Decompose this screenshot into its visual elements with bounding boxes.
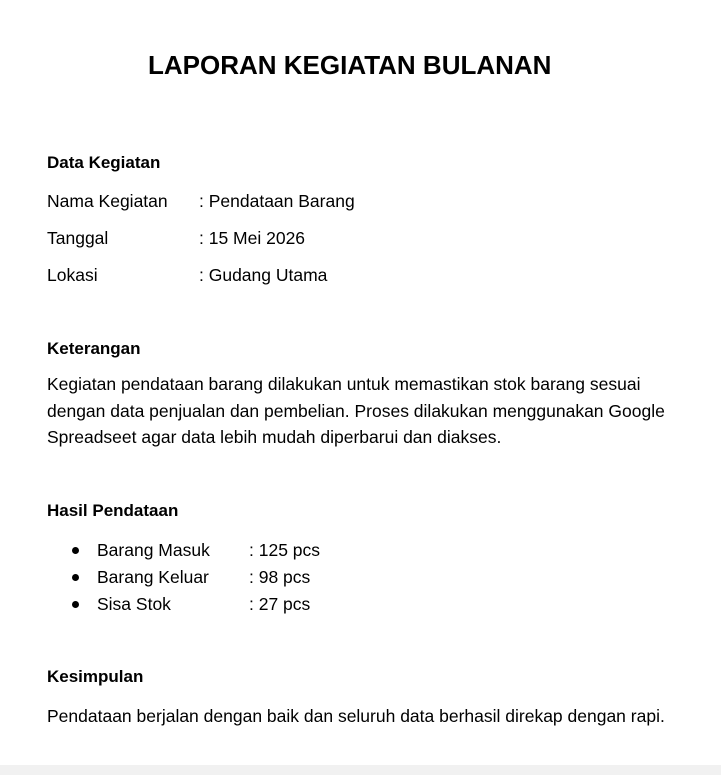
bullet-icon xyxy=(72,574,79,581)
page-bottom-edge xyxy=(0,765,721,775)
bullet-icon xyxy=(72,547,79,554)
list-item-value: : 98 pcs xyxy=(249,567,311,587)
info-value: : 15 Mei 2026 xyxy=(199,228,306,248)
section-heading-data-kegiatan: Data Kegiatan xyxy=(47,153,161,172)
info-value: : Gudang Utama xyxy=(199,265,328,285)
paragraph-line: Kegiatan pendataan barang dilakukan untuk memastikan stok barang sesuai xyxy=(47,374,641,394)
kesimpulan-paragraph xyxy=(47,703,697,730)
keterangan-paragraph xyxy=(47,371,697,451)
info-label: Nama Kegiatan xyxy=(47,191,168,211)
list-item-label: Sisa Stok xyxy=(97,594,171,614)
list-item-label: Barang Keluar xyxy=(97,567,209,587)
document-title: LAPORAN KEGIATAN BULANAN xyxy=(148,50,552,80)
section-heading-hasil-pendataan: Hasil Pendataan xyxy=(47,501,179,520)
list-item-label: Barang Masuk xyxy=(97,540,210,560)
list-item-value: : 125 pcs xyxy=(249,540,321,560)
info-label: Lokasi xyxy=(47,265,98,285)
paragraph-line: Pendataan berjalan dengan baik dan seluruh data berhasil direkap dengan rapi. xyxy=(47,706,665,726)
section-heading-kesimpulan: Kesimpulan xyxy=(47,667,144,686)
info-value: : Pendataan Barang xyxy=(199,191,355,211)
section-heading-keterangan: Keterangan xyxy=(47,339,141,358)
paragraph-line: dengan data penjualan dan pembelian. Proses dilakukan menggunakan Google xyxy=(47,400,665,421)
paragraph-line: Spreadseet agar data lebih mudah diperbarui dan diakses. xyxy=(47,427,502,447)
bullet-icon xyxy=(72,601,79,608)
info-label: Tanggal xyxy=(47,228,109,248)
list-item-value: : 27 pcs xyxy=(249,594,311,614)
